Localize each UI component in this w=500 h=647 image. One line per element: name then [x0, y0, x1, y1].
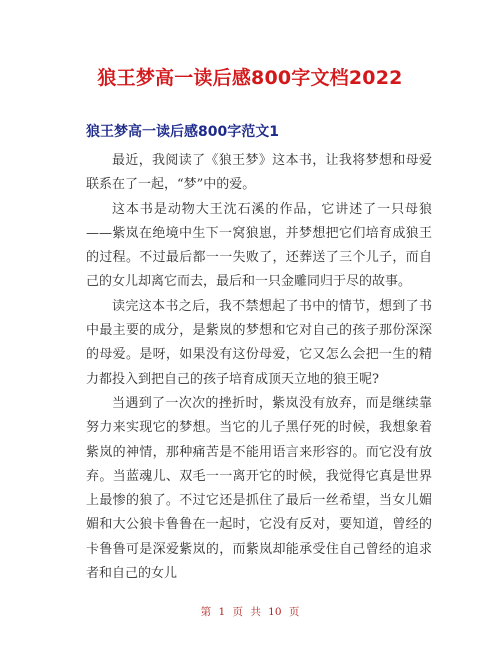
paragraph: 当遇到了一次次的挫折时，紫岚没有放弃，而是继续靠努力来实现它的梦想。当它的儿子黑仔死的时候，我想象着紫岚的神情，那种痛苦是不能用语言来形容的。而它没有放弃。当蓝魂儿、双毛一一离开它的时候，我觉得它真是世界上最惨的狼了。不过它还是抓住了最后一丝希望，当女儿媚媚和大公狼卡鲁鲁在一起时，它没有反对，要知道，曾经的卡鲁鲁可是深爱紫岚的，而紫岚却能承受住自己曾经的追求者和自己的女儿	[86, 395, 432, 582]
paragraph: 读完这本书之后，我不禁想起了书中的情节，想到了书中最主要的成分，是紫岚的梦想和它对自己的孩子那份深深的母爱。是呀，如果没有这份母爱，它又怎么会把一生的精力都投入到把自己的孩子培育成顶天立地的狼王呢?	[86, 298, 432, 387]
footer-page-word: 页	[232, 606, 243, 618]
page-footer	[0, 604, 500, 619]
paragraph: 最近，我阅读了《狼王梦》这本书，让我将梦想和母爱联系在了一起，“梦”中的爱。	[86, 153, 432, 193]
footer-prefix: 第	[200, 606, 212, 618]
body-text	[86, 149, 432, 586]
section-heading: 狼王梦高一读后感800字范文1	[86, 124, 279, 140]
footer-current-page: 1	[218, 606, 226, 618]
footer-total-word: 共	[250, 606, 261, 618]
footer-suffix: 页	[288, 606, 300, 618]
paragraph: 这本书是动物大王沈石溪的作品，它讲述了一只母狼——紫岚在绝境中生下一窝狼崽，并梦想把它们培育成狼王的过程。不过最后都一一失败了，还葬送了三个儿子，而自己的女儿却离它而去，最后和一只金雕同归于尽的故事。	[86, 201, 432, 290]
footer-total-pages: 10	[268, 606, 282, 618]
document-title: 狼王梦高一读后感800字文档2022	[97, 67, 403, 89]
